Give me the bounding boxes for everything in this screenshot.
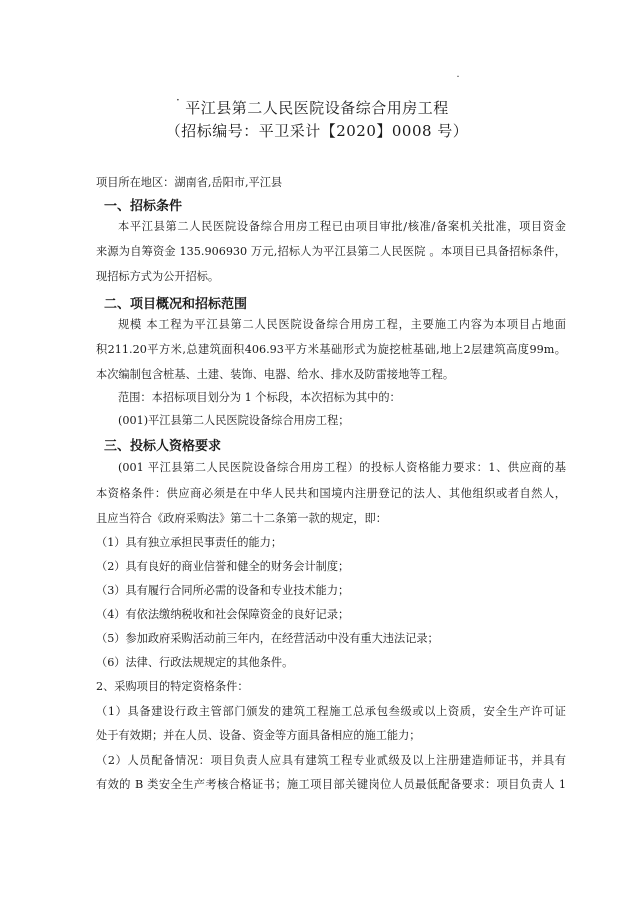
project-region: 项目所在地区：湖南省,岳阳市,平江县 xyxy=(96,176,283,189)
list-item: （1）具备建设行政主管部门颁发的建筑工程施工总承包叁级或以上资质，安全生产许可证 xyxy=(96,705,566,718)
paragraph-line: 本次编制包含桩基、土建、装饰、电器、给水、排水及防雷接地等工程。 xyxy=(96,368,455,381)
paragraph-line: 来源为自筹资金 135.906930 万元,招标人为平江县第二人民医院 。本项目已具备招标条件， xyxy=(96,245,566,258)
list-item: （1）具有独立承担民事责任的能力； xyxy=(96,536,283,549)
list-item: （3）具有履行合同所必需的设备和专业技术能力； xyxy=(96,584,350,597)
paragraph-line: 现招标方式为公开招标。 xyxy=(96,270,220,283)
list-item: （6）法律、行政法规规定的其他条件。 xyxy=(96,656,294,669)
paragraph-line: 处于有效期；并在人员、设备、资金等方面具备相应的施工能力； xyxy=(96,729,421,742)
scan-dot: · xyxy=(176,93,180,107)
paragraph-line: 2、采购项目的特定资格条件： xyxy=(96,680,249,693)
list-item: （2）具有良好的商业信誉和健全的财务会计制度； xyxy=(96,560,350,573)
paragraph-line: 且应当符合《政府采购法》第二十二条第一款的规定，即： xyxy=(96,512,387,525)
paragraph-line: 本平江县第二人民医院设备综合用房工程已由项目审批/核准/备案机关批准，项目资金 xyxy=(118,220,566,233)
paragraph-line: (001)平江县第二人民医院设备综合用房工程； xyxy=(118,414,350,427)
list-item: （2）人员配备情况：项目负责人应具有建筑工程专业贰级及以上注册建造师证书，并具有 xyxy=(96,754,566,767)
paragraph-line: 规模 本工程为平江县第二人民医院设备综合用房工程，主要施工内容为本项目占地面 xyxy=(118,318,566,331)
list-item: （4）有依法缴纳税收和社会保障资金的良好记录； xyxy=(96,608,350,621)
section-heading-bidding-conditions: 一、招标条件 xyxy=(104,199,183,214)
document-title: 平江县第二人民医院设备综合用房工程 xyxy=(185,99,449,117)
bid-number: （招标编号：平卫采计【2020】0008 号） xyxy=(165,122,469,140)
paragraph-line: 有效的 B 类安全生产考核合格证书；施工项目部关键岗位人员最低配备要求：项目负责人 1 xyxy=(96,778,566,791)
scan-mark: ˙ xyxy=(455,74,461,88)
section-heading-project-overview: 二、项目概况和招标范围 xyxy=(104,297,248,312)
paragraph-line: 积211.20平方米,总建筑面积406.93平方米基础形式为旋挖桩基础,地上2层建筑高度99m。 xyxy=(96,343,566,356)
paragraph-line: 范围：本招标项目划分为 1 个标段，本次招标为其中的： xyxy=(118,391,401,404)
list-item: （5）参加政府采购活动前三年内，在经营活动中没有重大违法记录； xyxy=(96,632,439,645)
paragraph-line: 本资格条件：供应商必须是在中华人民共和国境内注册登记的法人、其他组织或者自然人， xyxy=(96,487,566,500)
paragraph-line: (001 平江县第二人民医院设备综合用房工程）的投标人资格能力要求：1、供应商的基 xyxy=(118,461,566,474)
section-heading-bidder-qualifications: 三、投标人资格要求 xyxy=(104,439,222,454)
